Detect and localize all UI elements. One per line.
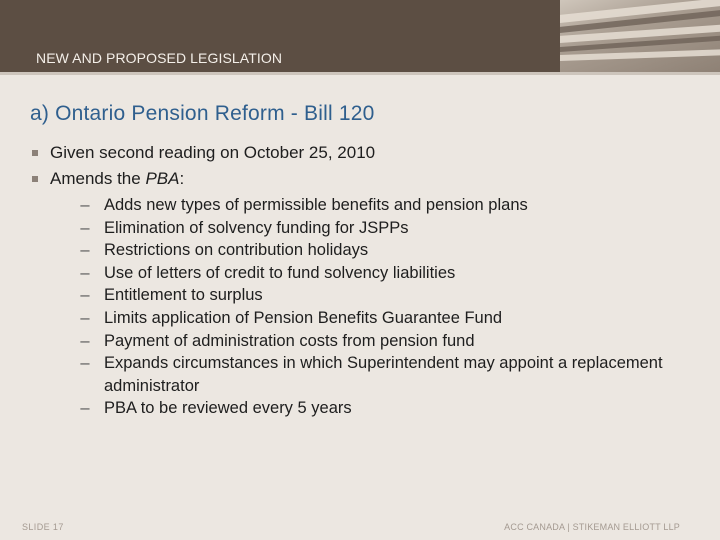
sub-list-item: [76, 194, 690, 217]
sub-item-text: Entitlement to surplus: [104, 286, 263, 305]
sub-list-item: [76, 330, 690, 353]
sub-list-item: [76, 217, 690, 240]
sub-list-item: [76, 239, 690, 262]
section-title: NEW AND PROPOSED LEGISLATION: [36, 50, 283, 66]
dash-icon: –: [80, 354, 90, 373]
sub-list-item: [76, 284, 690, 307]
header-photo: [560, 0, 720, 72]
sub-item-text: Elimination of solvency funding for JSPPs: [104, 218, 409, 237]
sub-item-text: Expands circumstances in which Superintendent may appoint a replacement administrator: [104, 354, 663, 395]
sub-list-item: [76, 262, 690, 285]
footer-org: ACC CANADA | STIKEMAN ELLIOTT LLP: [504, 522, 680, 532]
bullet-text: Given second reading on October 25, 2010: [50, 143, 376, 162]
dash-icon: –: [80, 331, 90, 350]
bullet-item: [30, 168, 690, 190]
sub-item-text: PBA to be reviewed every 5 years: [104, 399, 352, 418]
dash-icon: –: [80, 399, 90, 418]
bullet-emphasis: PBA: [145, 169, 180, 188]
header-divider: [0, 72, 720, 75]
bullet-text: Amends the: [50, 169, 146, 188]
square-bullet-icon: [32, 176, 38, 182]
sub-item-text: Use of letters of credit to fund solvency liabilities: [104, 263, 456, 282]
dash-icon: –: [80, 286, 90, 305]
photo-beam: [560, 49, 720, 62]
dash-icon: –: [80, 196, 90, 214]
square-bullet-icon: [32, 150, 38, 156]
sub-list-item: [76, 397, 690, 420]
dash-icon: –: [80, 241, 90, 260]
slide-title: a) Ontario Pension Reform - Bill 120: [30, 102, 375, 125]
sub-list-item: [76, 307, 690, 330]
sub-item-text: Payment of administration costs from pension fund: [104, 331, 475, 350]
dash-icon: –: [80, 308, 90, 327]
slide-number: SLIDE 17: [22, 522, 64, 532]
sub-item-text: Restrictions on contribution holidays: [104, 241, 369, 260]
dash-icon: –: [80, 218, 90, 237]
bullet-text-suffix: :: [179, 169, 185, 188]
sub-list: [30, 194, 690, 420]
slide-content: [30, 142, 690, 420]
sub-list-item: [76, 352, 690, 397]
sub-item-text: Limits application of Pension Benefits Guarantee Fund: [104, 308, 503, 327]
bullet-item: [30, 142, 690, 164]
dash-icon: –: [80, 263, 90, 282]
sub-item-text: Adds new types of permissible benefits and pension plans: [104, 196, 528, 214]
